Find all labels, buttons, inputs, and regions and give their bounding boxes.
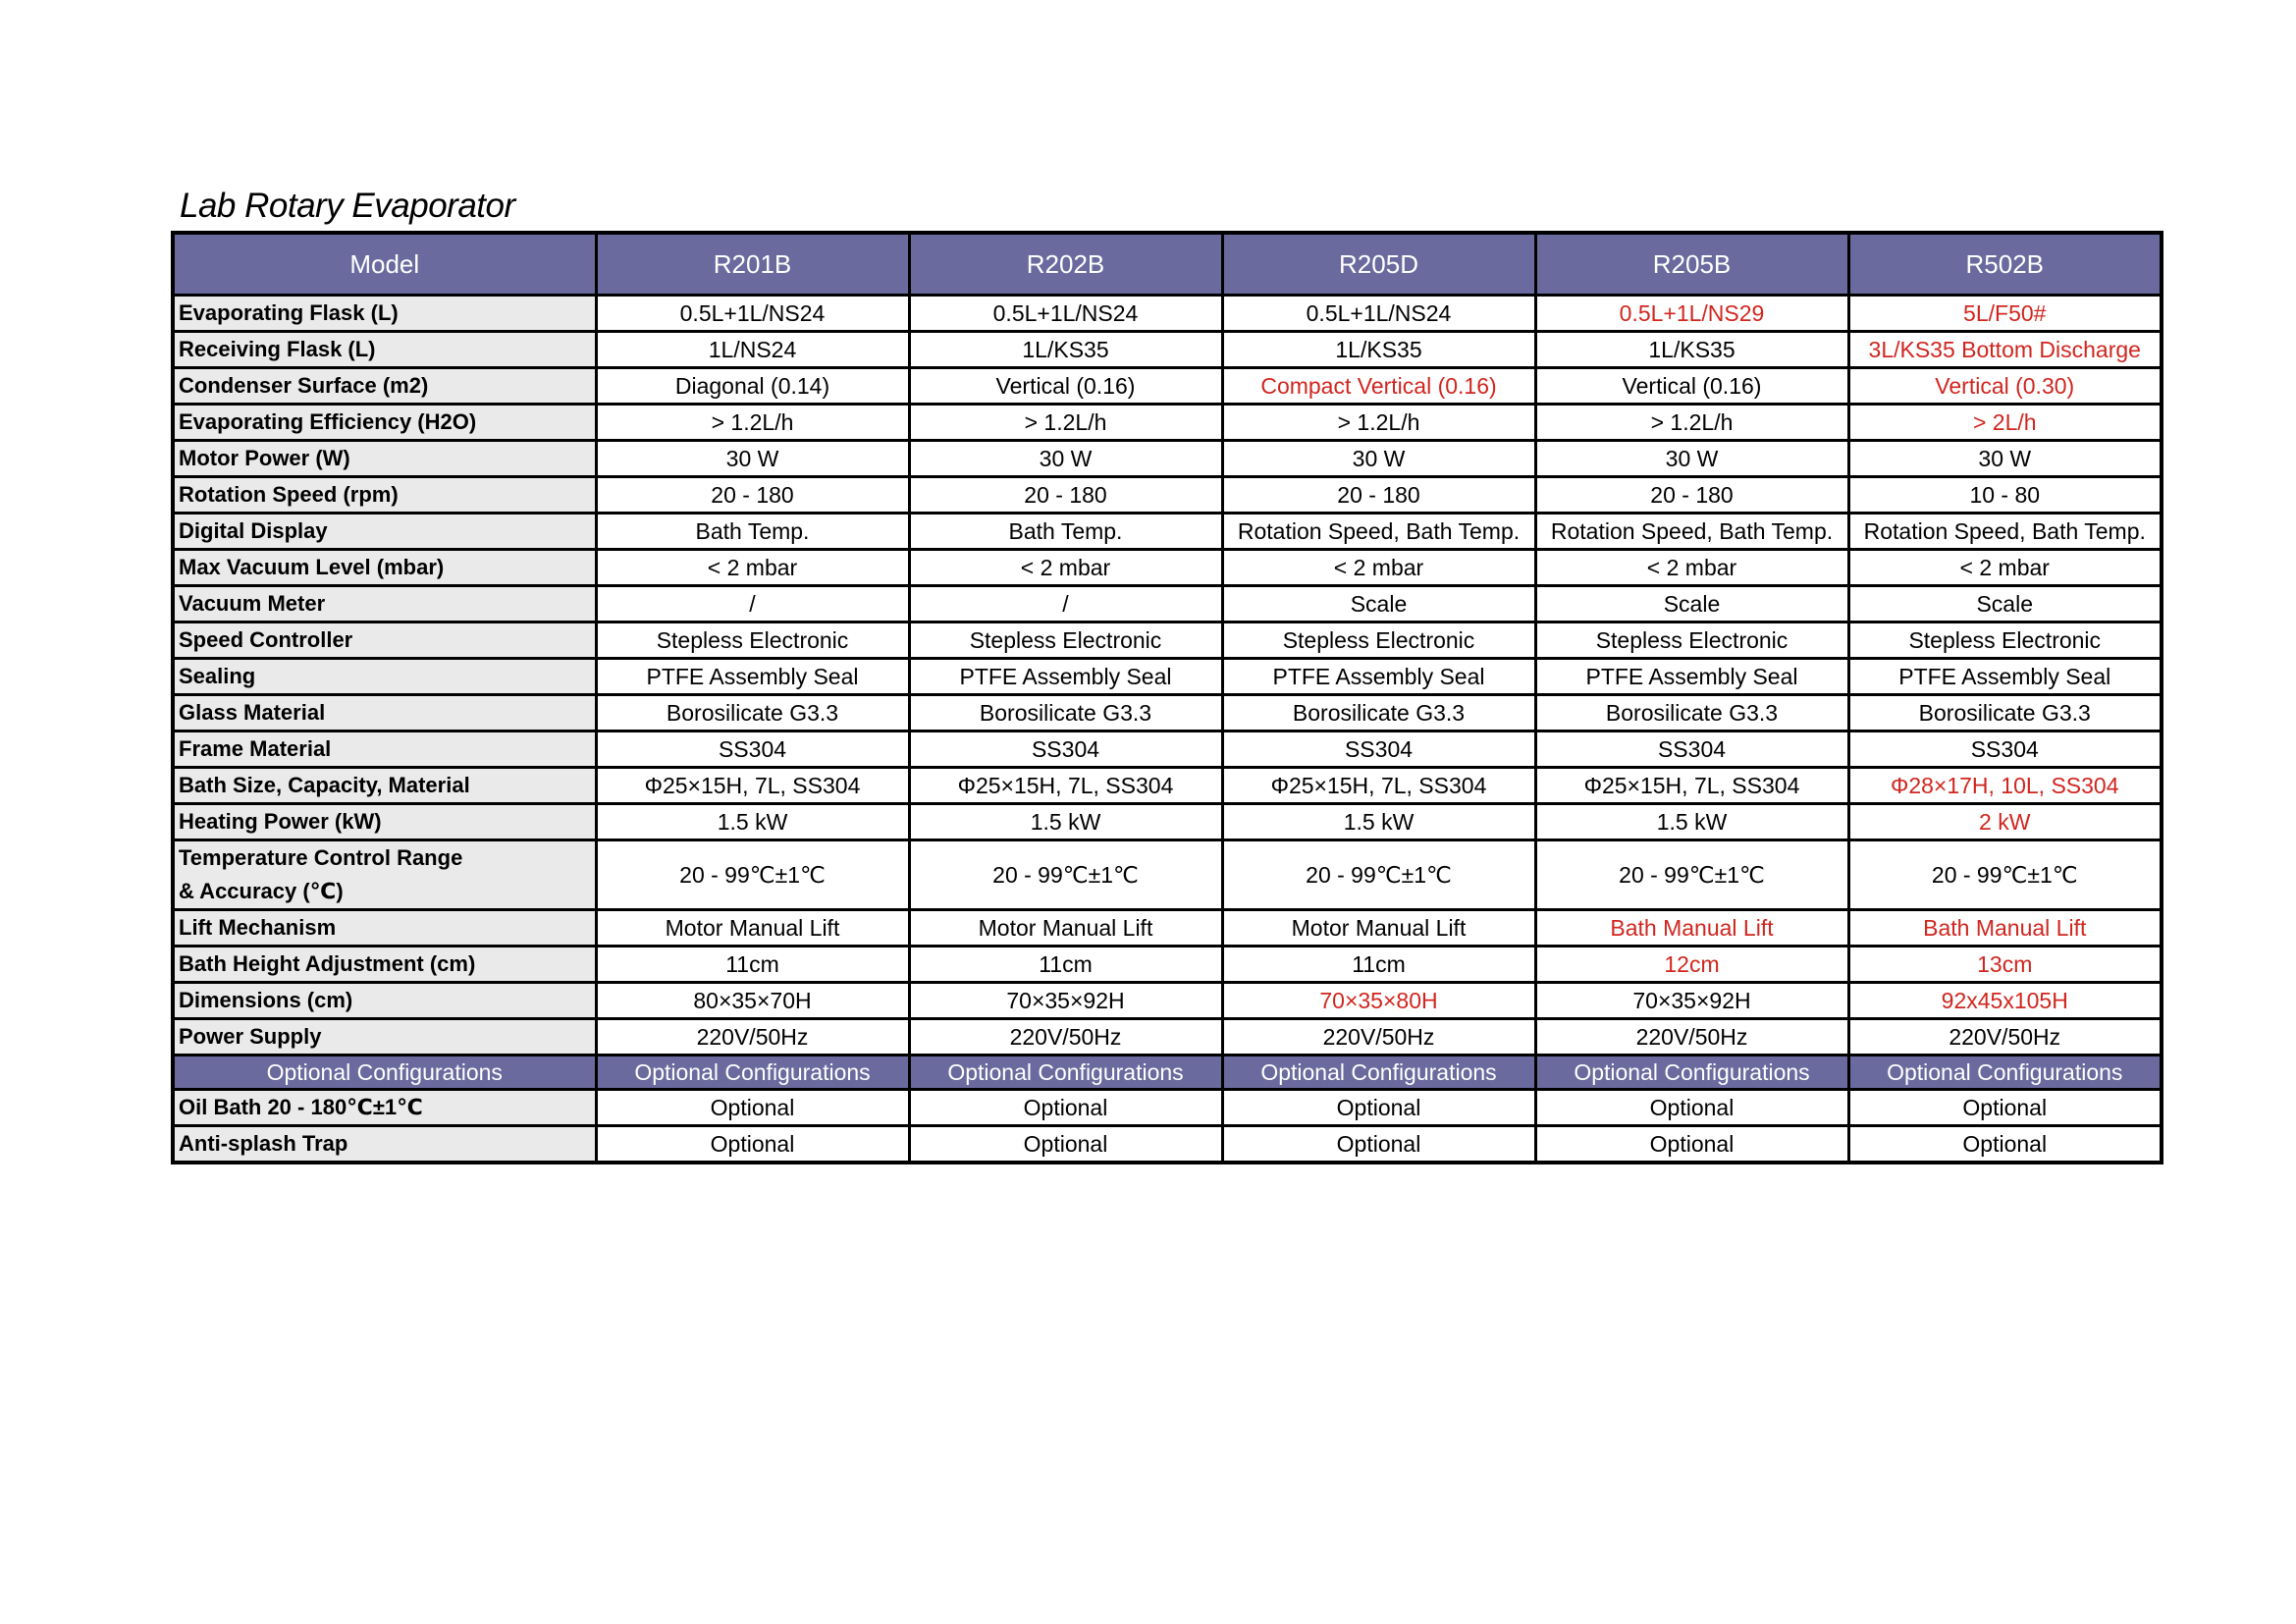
table-cell: 1.5 kW: [1222, 804, 1535, 840]
table-cell: > 2L/h: [1848, 405, 2162, 441]
column-header-r205b: R205B: [1535, 233, 1848, 296]
table-cell: > 1.2L/h: [1535, 405, 1848, 441]
spec-body: [173, 296, 2162, 1164]
table-cell: 0.5L+1L/NS24: [596, 296, 909, 332]
table-cell: 30 W: [596, 441, 909, 477]
table-cell: Optional: [1848, 1126, 2162, 1164]
table-cell: Stepless Electronic: [1222, 623, 1535, 659]
table-cell: SS304: [909, 731, 1222, 768]
table-cell: Scale: [1535, 586, 1848, 623]
table-cell: 12cm: [1535, 947, 1848, 983]
table-cell: Rotation Speed, Bath Temp.: [1535, 514, 1848, 550]
table-cell: 20 - 99℃±1℃: [596, 840, 909, 910]
table-cell: Borosilicate G3.3: [1535, 695, 1848, 731]
table-cell: 13cm: [1848, 947, 2162, 983]
table-cell: Vertical (0.16): [1535, 368, 1848, 405]
table-row: [173, 477, 2162, 514]
table-cell: Borosilicate G3.3: [596, 695, 909, 731]
row-label: Max Vacuum Level (mbar): [173, 550, 596, 586]
table-cell: 220V/50Hz: [1848, 1019, 2162, 1056]
table-cell: 30 W: [1848, 441, 2162, 477]
table-cell: 1L/KS35: [1222, 332, 1535, 368]
table-row: [173, 659, 2162, 695]
table-cell: SS304: [596, 731, 909, 768]
table-cell: 220V/50Hz: [596, 1019, 909, 1056]
table-cell: Scale: [1848, 586, 2162, 623]
table-cell: Borosilicate G3.3: [1848, 695, 2162, 731]
table-cell: Borosilicate G3.3: [1222, 695, 1535, 731]
table-cell: Rotation Speed, Bath Temp.: [1848, 514, 2162, 550]
table-cell: 70×35×92H: [909, 983, 1222, 1019]
table-cell: Optional: [909, 1126, 1222, 1164]
table-cell: > 1.2L/h: [596, 405, 909, 441]
table-cell: 0.5L+1L/NS29: [1535, 296, 1848, 332]
table-cell: Optional: [596, 1090, 909, 1126]
table-row: [173, 586, 2162, 623]
table-cell: Stepless Electronic: [596, 623, 909, 659]
table-cell: Bath Manual Lift: [1535, 910, 1848, 947]
row-label: Lift Mechanism: [173, 910, 596, 947]
table-cell: 5L/F50#: [1848, 296, 2162, 332]
row-label: Dimensions (cm): [173, 983, 596, 1019]
column-header-r202b: R202B: [909, 233, 1222, 296]
table-cell: Optional: [1222, 1090, 1535, 1126]
table-cell: Φ25×15H, 7L, SS304: [909, 768, 1222, 804]
table-cell: 1.5 kW: [596, 804, 909, 840]
row-label: Bath Height Adjustment (cm): [173, 947, 596, 983]
table-cell: PTFE Assembly Seal: [1222, 659, 1535, 695]
table-cell: 20 - 99℃±1℃: [1535, 840, 1848, 910]
table-cell: Optional Configurations: [909, 1056, 1222, 1090]
table-cell: 20 - 180: [1222, 477, 1535, 514]
table-cell: 1L/KS35: [1535, 332, 1848, 368]
table-cell: < 2 mbar: [596, 550, 909, 586]
row-label: Motor Power (W): [173, 441, 596, 477]
table-row: [173, 768, 2162, 804]
table-cell: 20 - 180: [909, 477, 1222, 514]
spec-table: [171, 231, 2163, 1164]
table-cell: PTFE Assembly Seal: [1848, 659, 2162, 695]
table-cell: Optional Configurations: [1222, 1056, 1535, 1090]
table-cell: Stepless Electronic: [1535, 623, 1848, 659]
table-cell: SS304: [1848, 731, 2162, 768]
table-row: [173, 550, 2162, 586]
table-cell: Borosilicate G3.3: [909, 695, 1222, 731]
table-row: [173, 441, 2162, 477]
table-cell: 70×35×80H: [1222, 983, 1535, 1019]
table-cell: 20 - 99℃±1℃: [1222, 840, 1535, 910]
column-header-r502b: R502B: [1848, 233, 2162, 296]
table-cell: Motor Manual Lift: [596, 910, 909, 947]
table-row: [173, 695, 2162, 731]
table-cell: 11cm: [1222, 947, 1535, 983]
table-cell: SS304: [1535, 731, 1848, 768]
table-cell: 0.5L+1L/NS24: [1222, 296, 1535, 332]
table-cell: PTFE Assembly Seal: [909, 659, 1222, 695]
row-label: Speed Controller: [173, 623, 596, 659]
table-row: [173, 947, 2162, 983]
table-row: [173, 983, 2162, 1019]
table-cell: > 1.2L/h: [1222, 405, 1535, 441]
row-label: Bath Size, Capacity, Material: [173, 768, 596, 804]
row-label: Temperature Control Range & Accuracy (℃): [173, 840, 596, 910]
table-row: [173, 731, 2162, 768]
table-cell: > 1.2L/h: [909, 405, 1222, 441]
table-cell: 30 W: [1535, 441, 1848, 477]
table-cell: 70×35×92H: [1535, 983, 1848, 1019]
column-header-r205d: R205D: [1222, 233, 1535, 296]
table-cell: Optional: [1222, 1126, 1535, 1164]
table-cell: 30 W: [909, 441, 1222, 477]
table-row: [173, 332, 2162, 368]
row-label: Optional Configurations: [173, 1056, 596, 1090]
table-cell: Diagonal (0.14): [596, 368, 909, 405]
table-row: [173, 623, 2162, 659]
table-cell: 10 - 80: [1848, 477, 2162, 514]
table-cell: Bath Manual Lift: [1848, 910, 2162, 947]
table-cell: 1.5 kW: [909, 804, 1222, 840]
table-row: [173, 1090, 2162, 1126]
table-cell: Φ25×15H, 7L, SS304: [596, 768, 909, 804]
table-row: [173, 368, 2162, 405]
table-cell: Optional: [1535, 1126, 1848, 1164]
table-cell: 1L/NS24: [596, 332, 909, 368]
row-label: Digital Display: [173, 514, 596, 550]
row-label: Sealing: [173, 659, 596, 695]
row-label: Vacuum Meter: [173, 586, 596, 623]
table-cell: Optional Configurations: [596, 1056, 909, 1090]
table-cell: SS304: [1222, 731, 1535, 768]
row-label: Oil Bath 20 - 180℃±1℃: [173, 1090, 596, 1126]
table-cell: Optional Configurations: [1535, 1056, 1848, 1090]
table-cell: Optional: [909, 1090, 1222, 1126]
table-cell: 11cm: [596, 947, 909, 983]
table-cell: 20 - 180: [1535, 477, 1848, 514]
table-row: [173, 804, 2162, 840]
row-label: Evaporating Flask (L): [173, 296, 596, 332]
table-row: [173, 405, 2162, 441]
row-label: Glass Material: [173, 695, 596, 731]
section-row: [173, 1056, 2162, 1090]
column-header-model: Model: [173, 233, 596, 296]
table-cell: /: [596, 586, 909, 623]
table-cell: 2 kW: [1848, 804, 2162, 840]
table-cell: Stepless Electronic: [909, 623, 1222, 659]
table-cell: < 2 mbar: [1222, 550, 1535, 586]
row-label: Evaporating Efficiency (H2O): [173, 405, 596, 441]
row-label: Rotation Speed (rpm): [173, 477, 596, 514]
table-cell: 20 - 99℃±1℃: [909, 840, 1222, 910]
table-cell: 0.5L+1L/NS24: [909, 296, 1222, 332]
table-cell: PTFE Assembly Seal: [596, 659, 909, 695]
table-cell: Motor Manual Lift: [909, 910, 1222, 947]
table-cell: < 2 mbar: [909, 550, 1222, 586]
table-cell: < 2 mbar: [1535, 550, 1848, 586]
table-cell: Φ28×17H, 10L, SS304: [1848, 768, 2162, 804]
table-cell: < 2 mbar: [1848, 550, 2162, 586]
table-cell: 220V/50Hz: [909, 1019, 1222, 1056]
table-cell: 220V/50Hz: [1535, 1019, 1848, 1056]
table-cell: 220V/50Hz: [1222, 1019, 1535, 1056]
table-cell: Vertical (0.30): [1848, 368, 2162, 405]
table-cell: 80×35×70H: [596, 983, 909, 1019]
table-cell: Φ25×15H, 7L, SS304: [1222, 768, 1535, 804]
table-cell: Motor Manual Lift: [1222, 910, 1535, 947]
table-cell: Optional: [1848, 1090, 2162, 1126]
row-label: Receiving Flask (L): [173, 332, 596, 368]
table-cell: 11cm: [909, 947, 1222, 983]
row-label: Power Supply: [173, 1019, 596, 1056]
table-row: [173, 514, 2162, 550]
table-cell: Φ25×15H, 7L, SS304: [1535, 768, 1848, 804]
table-cell: Optional: [596, 1126, 909, 1164]
table-cell: Bath Temp.: [596, 514, 909, 550]
page-title: Lab Rotary Evaporator: [180, 187, 515, 225]
table-row: [173, 1019, 2162, 1056]
table-cell: 92x45x105H: [1848, 983, 2162, 1019]
row-label: Condenser Surface (m2): [173, 368, 596, 405]
table-cell: 1.5 kW: [1535, 804, 1848, 840]
table-cell: Scale: [1222, 586, 1535, 623]
column-header-r201b: R201B: [596, 233, 909, 296]
table-row: [173, 296, 2162, 332]
row-label: Frame Material: [173, 731, 596, 768]
table-row: [173, 840, 2162, 910]
table-cell: Rotation Speed, Bath Temp.: [1222, 514, 1535, 550]
table-row: [173, 910, 2162, 947]
header-row: [173, 233, 2162, 296]
table-cell: Bath Temp.: [909, 514, 1222, 550]
table-cell: 1L/KS35: [909, 332, 1222, 368]
table-cell: 30 W: [1222, 441, 1535, 477]
table-row: [173, 1126, 2162, 1164]
table-cell: PTFE Assembly Seal: [1535, 659, 1848, 695]
row-label: Anti-splash Trap: [173, 1126, 596, 1164]
table-cell: 3L/KS35 Bottom Discharge: [1848, 332, 2162, 368]
table-cell: Stepless Electronic: [1848, 623, 2162, 659]
row-label: Heating Power (kW): [173, 804, 596, 840]
table-cell: Optional Configurations: [1848, 1056, 2162, 1090]
table-cell: /: [909, 586, 1222, 623]
table-cell: Compact Vertical (0.16): [1222, 368, 1535, 405]
table-cell: Vertical (0.16): [909, 368, 1222, 405]
table-cell: Optional: [1535, 1090, 1848, 1126]
table-cell: 20 - 180: [596, 477, 909, 514]
table-cell: 20 - 99℃±1℃: [1848, 840, 2162, 910]
